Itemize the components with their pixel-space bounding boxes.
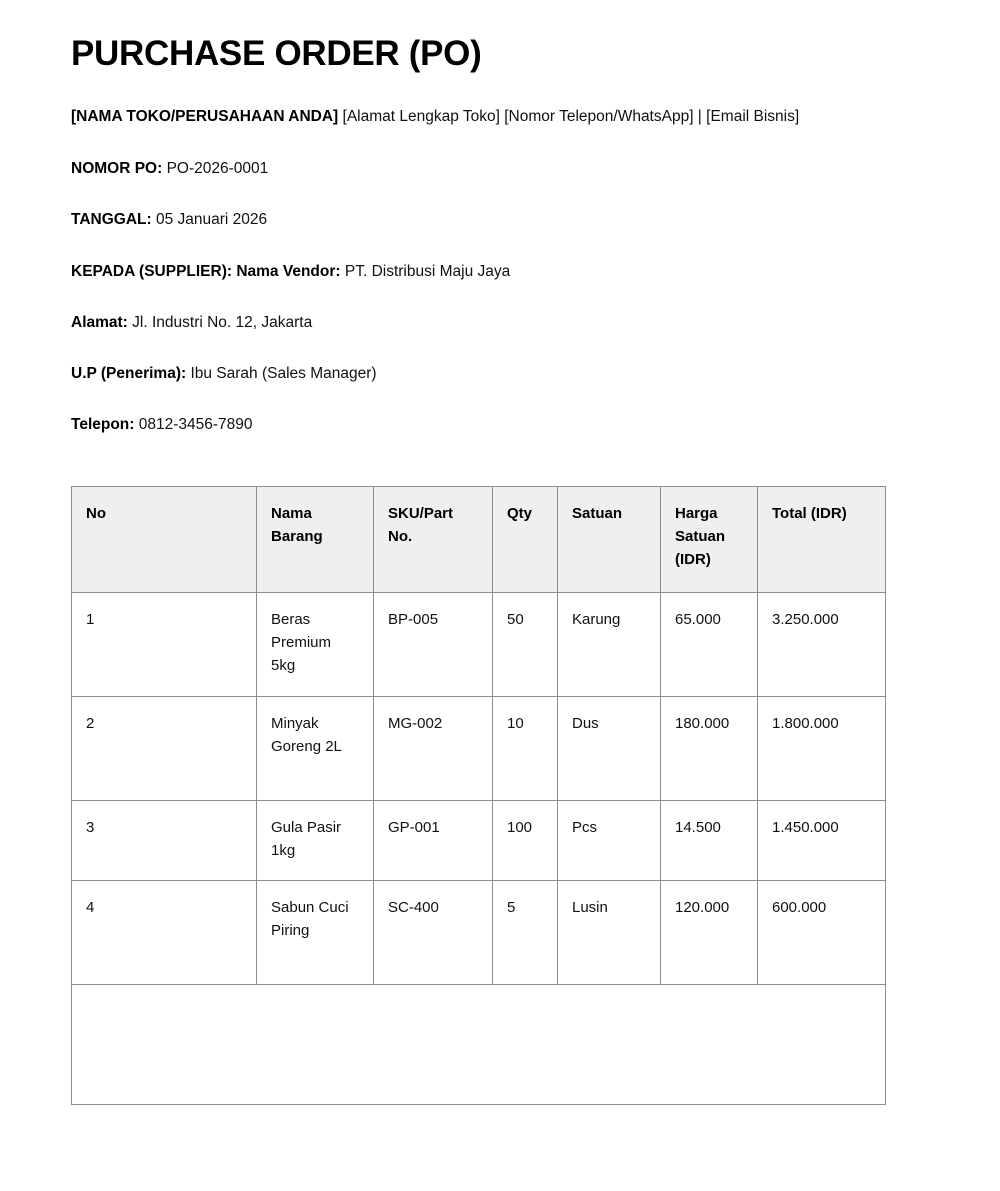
table-row [72,881,886,985]
cell-no: 2 [72,697,257,801]
company-header-line [71,104,887,129]
cell-sku: BP-005 [374,593,493,697]
field-label: NOMOR PO: [71,160,163,178]
field-label: U.P (Penerima): [71,364,187,382]
field-value: 0812-3456-7890 [134,415,253,433]
cell-qty: 50 [493,593,558,697]
cell-trailing [72,985,886,1105]
cell-no: 4 [72,881,257,985]
field-label: Alamat: [71,313,128,331]
field-up-penerima [71,361,887,386]
column-header-sku: SKU/Part No. [374,487,493,593]
cell-qty: 10 [493,697,558,801]
column-header-nama-barang: Nama Barang [257,487,374,593]
cell-no: 1 [72,593,257,697]
cell-harga-satuan: 120.000 [661,881,758,985]
cell-qty: 5 [493,881,558,985]
table-row [72,801,886,881]
cell-satuan: Karung [558,593,661,697]
company-name-placeholder: [NAMA TOKO/PERUSAHAAN ANDA] [71,108,339,126]
items-table-container [71,486,929,1105]
field-value: Jl. Industri No. 12, Jakarta [127,313,313,331]
items-table-body [72,593,886,1105]
field-alamat [71,310,887,335]
company-details-text: [Alamat Lengkap Toko] [Nomor Telepon/WhatsApp] | [Email Bisnis] [338,108,800,126]
cell-total: 600.000 [758,881,886,985]
cell-harga-satuan: 14.500 [661,801,758,881]
column-header-total: Total (IDR) [758,487,886,593]
cell-sku: SC-400 [374,881,493,985]
items-table [71,486,886,1105]
page-title: PURCHASE ORDER (PO) [71,34,482,73]
cell-no: 3 [72,801,257,881]
field-tanggal [71,207,887,232]
column-header-harga-satuan: Harga Satuan (IDR) [661,487,758,593]
table-row [72,697,886,801]
field-value: PT. Distribusi Maju Jaya [340,262,511,280]
field-label: TANGGAL: [71,211,152,229]
items-table-header [72,487,886,593]
field-nomor-po [71,156,887,181]
cell-qty: 100 [493,801,558,881]
table-header-row [72,487,886,593]
field-label: Telepon: [71,415,135,433]
field-telepon [71,412,887,437]
cell-satuan: Dus [558,697,661,801]
field-kepada-supplier [71,259,887,284]
table-row-trailing [72,985,886,1105]
field-value: PO-2026-0001 [162,160,269,178]
field-label: KEPADA (SUPPLIER): Nama Vendor: [71,262,341,280]
cell-sku: GP-001 [374,801,493,881]
cell-satuan: Lusin [558,881,661,985]
cell-nama-barang: Gula Pasir 1kg [257,801,374,881]
column-header-satuan: Satuan [558,487,661,593]
cell-nama-barang: Beras Premium 5kg [257,593,374,697]
cell-total: 1.800.000 [758,697,886,801]
cell-satuan: Pcs [558,801,661,881]
cell-harga-satuan: 65.000 [661,593,758,697]
cell-nama-barang: Sabun Cuci Piring [257,881,374,985]
cell-total: 3.250.000 [758,593,886,697]
cell-harga-satuan: 180.000 [661,697,758,801]
cell-sku: MG-002 [374,697,493,801]
column-header-no: No [72,487,257,593]
cell-nama-barang: Minyak Goreng 2L [257,697,374,801]
field-value: Ibu Sarah (Sales Manager) [186,364,377,382]
cell-total: 1.450.000 [758,801,886,881]
field-value: 05 Januari 2026 [151,211,268,229]
column-header-qty: Qty [493,487,558,593]
table-row [72,593,886,697]
